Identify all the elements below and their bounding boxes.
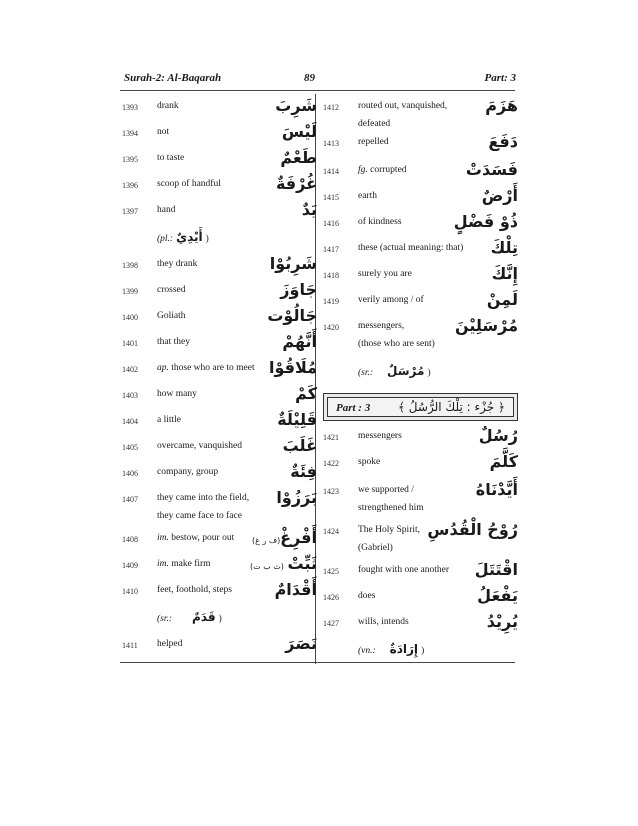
note-arabic: قَدَمٌ [192,610,216,624]
entry-arabic: أَرْضٌ [481,186,518,205]
entry-arabic: يَدٌ [301,200,317,219]
vocab-entry [323,454,518,476]
note-close: ) [218,614,222,624]
entry-arabic: إِنَّكَ [491,264,518,283]
entry-meaning: we supported / [358,485,414,495]
entry-number: 1413 [323,139,339,148]
entry-meaning [157,533,234,543]
entry-number: 1415 [323,193,339,202]
header-rule [120,90,515,91]
vocab-entry [122,202,317,224]
entry-meaning: routed out, vanquished, [358,101,448,111]
vocab-entry [323,96,518,129]
entry-meaning: that they [157,337,190,347]
entry-number: 1414 [323,167,339,176]
verbal-noun-note [358,642,424,656]
footer-rule [120,662,515,663]
entry-arabic: جَاوَزَ [280,280,317,299]
entry-arabic: أَفْرِغْ [280,528,317,547]
entry-arabic: ثَبِّتْ [287,554,317,573]
entry-meaning: crossed [157,285,186,295]
entry-number: 1418 [323,271,339,280]
entry-meaning: they came into the field, [157,493,250,503]
vocab-entry [323,292,518,314]
vocab-entry [122,386,317,408]
banner-inner [327,397,514,417]
entry-meaning: these (actual meaning: that) [358,243,464,253]
entry-number: 1405 [122,443,138,452]
entry-meaning: feet, foothold, steps [157,585,232,595]
entry-meaning: they drank [157,259,198,269]
meaning-text: bestow, pour out [171,533,235,543]
grammar-label: im. [157,533,169,543]
entry-number: 1401 [122,339,138,348]
entry-number: 1412 [323,103,339,112]
entry-meaning: verily among / of [358,295,424,305]
entry-meaning [358,165,407,175]
entry-meaning-cont: (Gabriel) [358,543,393,553]
entry-arabic: قَلِيْلَةٌ [277,410,317,429]
entry-meaning: fought with one another [358,565,450,575]
vocab-entry [122,176,317,198]
entry-meaning: surely you are [358,269,412,279]
entry-number: 1407 [122,495,138,504]
vocab-entry [122,636,317,658]
vocab-entry [122,360,317,382]
entry-arabic: لَيْسَ [281,122,317,141]
vocab-entry [122,124,317,146]
vocab-entry [323,240,518,262]
entry-meaning: how many [157,389,197,399]
note-label: (pl.: [157,234,174,244]
entry-number: 1424 [323,527,339,536]
entry-meaning [157,363,255,373]
part-banner [323,393,518,421]
vocab-entry [122,464,317,486]
root-letters: (ف ر غ) [252,536,281,545]
entry-number: 1406 [122,469,138,478]
vocab-entry [323,520,518,553]
entry-arabic: لَمِنْ [486,290,518,309]
vocab-entry [122,98,317,120]
entry-meaning: drank [157,101,179,111]
entry-number: 1409 [122,561,138,570]
entry-meaning-cont: (those who are sent) [358,339,435,349]
entry-arabic: أَيَّدْنَاهُ [475,480,518,499]
vocab-entry [323,266,518,288]
entry-meaning: The Holy Spirit, [358,525,421,535]
entry-meaning: not [157,127,170,137]
vocab-entry [122,556,317,578]
entry-number: 1397 [122,207,138,216]
entry-arabic: دَفَعَ [488,132,518,151]
entry-arabic: كَمْ [295,384,317,403]
singular-note [358,364,431,378]
entry-meaning: to taste [157,153,185,163]
note-arabic: مُرْسَلٌ [387,364,425,378]
vocab-entry [122,334,317,356]
entry-meaning: messengers [358,431,402,441]
vocab-entry [122,530,317,552]
note-arabic: إِرَادَةٌ [389,642,419,656]
entry-number: 1422 [323,459,339,468]
entry-meaning: spoke [358,457,381,467]
entry-arabic: ذُوْ فَضْلٍ [453,212,518,231]
entry-number: 1416 [323,219,339,228]
entry-number: 1417 [323,245,339,254]
vocab-entry [323,214,518,236]
meaning-text: those who are to meet [171,363,255,373]
vocab-entry [323,588,518,610]
singular-note [157,610,222,624]
entry-meaning: wills, intends [358,617,409,627]
entry-meaning: scoop of handful [157,179,221,189]
entry-number: 1404 [122,417,138,426]
entry-number: 1411 [122,641,138,650]
vocab-entry [122,582,317,604]
entry-meaning: of kindness [358,217,402,227]
vocab-entry [323,562,518,584]
vocab-entry [323,428,518,450]
banner-juz-title: ﴿ جُزْء : تِلْكَ الرُّسُلُ ﴾ [397,400,505,414]
entry-meaning: Goliath [157,311,186,321]
meaning-text: make firm [171,559,211,569]
entry-meaning: company, group [157,467,219,477]
entry-number: 1394 [122,129,138,138]
note-close: ) [421,646,425,656]
vocab-entry [323,480,518,513]
entry-number: 1410 [122,587,138,596]
entry-number: 1420 [323,323,339,332]
vocab-entry [122,438,317,460]
entry-arabic: غُرْفَةٌ [275,174,317,193]
vocab-entry [323,316,518,349]
entry-meaning: messengers, [358,321,405,331]
entry-arabic: تِلْكَ [490,238,518,257]
meaning-text: corrupted [370,165,407,175]
entry-arabic: هَزَمَ [485,96,518,115]
entry-arabic: يَفْعَلُ [477,586,518,605]
entry-arabic: اقْتَتَلَ [474,560,518,579]
vocab-entry [323,134,518,156]
entry-number: 1421 [323,433,339,442]
vocab-entry [122,150,317,172]
entry-meaning-cont: strengthened him [358,503,424,513]
entry-number: 1425 [323,567,339,576]
vocab-entry [122,412,317,434]
entry-number: 1408 [122,535,138,544]
entry-number: 1427 [323,619,339,628]
entry-number: 1398 [122,261,138,270]
entry-arabic: مُلَاقُوْا [268,358,317,377]
page-number: 89 [304,72,315,84]
entry-arabic: طَعْمٌ [280,148,317,167]
entry-meaning: helped [157,639,183,649]
page-header [124,72,516,90]
entry-meaning: repelled [358,137,389,147]
entry-number: 1426 [323,593,339,602]
entry-arabic: رُسُلٌ [478,426,518,445]
entry-meaning: overcame, vanquished [157,441,242,451]
entry-arabic: جَالُوْت [267,306,317,325]
grammar-label: ap. [157,363,169,373]
grammar-label: im. [157,559,169,569]
note-label: (vn.: [358,646,376,656]
surah-title: Surah-2: Al-Baqarah [124,72,222,84]
entry-meaning: a little [157,415,182,425]
entry-meaning: earth [358,191,377,201]
banner-part-label: Part : 3 [336,402,371,414]
note-close: ) [427,368,431,378]
vocab-entry [122,488,317,521]
root-letters: (ث ب ت) [250,562,284,571]
entry-arabic: نَصَرَ [285,634,317,653]
entry-meaning-cont: they came face to face [157,511,242,521]
entry-number: 1396 [122,181,138,190]
entry-meaning-cont: defeated [358,119,391,129]
entry-arabic: أَنَّهُمْ [282,332,317,351]
entry-arabic: غَلَبَ [282,436,317,455]
entry-arabic: شَرِبَ [275,96,317,115]
note-close: ) [205,234,209,244]
note-label: (sr.: [358,368,374,378]
entry-number: 1399 [122,287,138,296]
vocab-entry [323,614,518,636]
entry-arabic: شَرِبُوْا [269,254,317,273]
entry-arabic: يُرِيْدُ [486,612,518,631]
entry-arabic: فَسَدَتْ [465,160,518,179]
entry-meaning: does [358,591,376,601]
entry-arabic: أَقْدَامٌ [274,580,317,599]
vocab-entry [122,256,317,278]
plural-note [157,230,209,244]
entry-meaning: hand [157,205,176,215]
entry-arabic: رُوْحُ الْقُدُسِ [427,520,518,539]
vocab-entry [323,162,518,184]
entry-number: 1393 [122,103,138,112]
grammar-label: fg. [358,165,368,175]
vocab-entry [122,282,317,304]
entry-arabic: فِئَةٌ [290,462,317,481]
note-arabic: أَيْدِيٌ [176,230,203,244]
vocab-entry [323,188,518,210]
entry-arabic: بَرَزُوْا [276,488,317,507]
entry-number: 1419 [323,297,339,306]
entry-meaning [157,559,211,569]
entry-arabic: مُرْسَلِيْنَ [454,316,518,335]
entry-number: 1395 [122,155,138,164]
vocab-entry [122,308,317,330]
note-label: (sr.: [157,614,173,624]
entry-arabic: كَلَّمَ [489,452,518,471]
entry-number: 1400 [122,313,138,322]
entry-number: 1403 [122,391,138,400]
part-label: Part: 3 [484,72,516,84]
entry-number: 1423 [323,487,339,496]
entry-number: 1402 [122,365,138,374]
